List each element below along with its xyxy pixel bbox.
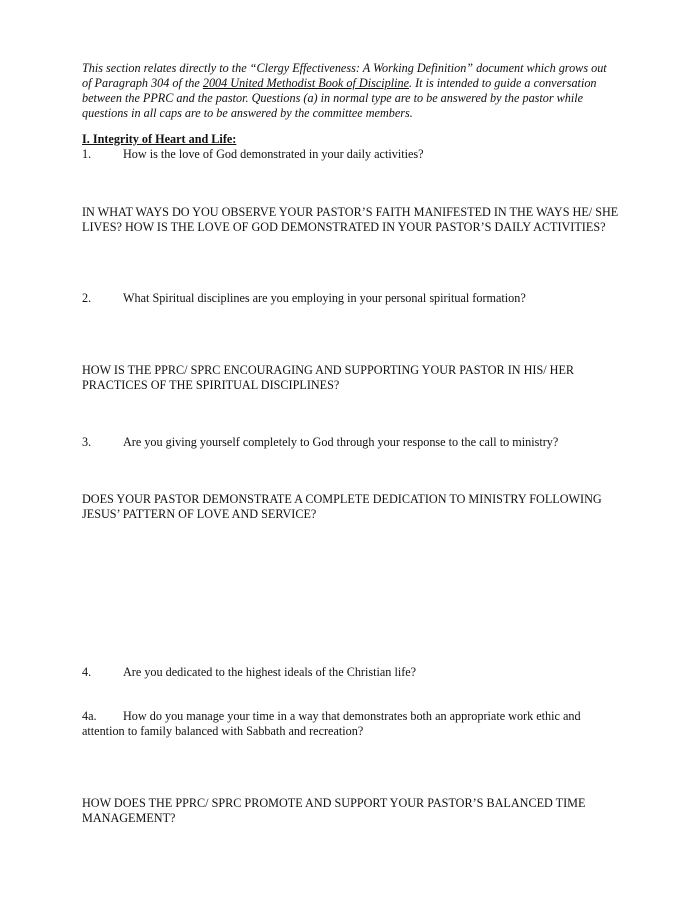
question-number: 2. <box>82 291 92 305</box>
question-number: 3. <box>82 435 92 449</box>
pastor-question-2 <box>82 291 622 306</box>
question-text: What Spiritual disciplines are you employing in your personal spiritual formation? <box>123 291 526 305</box>
intro-paragraph <box>82 61 617 121</box>
pastor-question-4 <box>82 665 622 680</box>
question-number: 4a. <box>82 709 97 723</box>
book-title: 2004 United Methodist Book of Discipline <box>202 76 409 90</box>
intro-text-1: This section relates directly to the “Clergy Effectiveness: A Working Definition” document which grows out of Paragraph 304 of the <box>82 61 607 90</box>
committee-question-2: HOW IS THE PPRC/ SPRC ENCOURAGING AND SUPPORTING YOUR PASTOR IN HIS/ HER PRACTICES OF THE SPIRITUAL DISCIPLINES? <box>82 363 575 392</box>
question-text: Are you giving yourself completely to God through your response to the call to ministry? <box>123 435 559 449</box>
pastor-question-1 <box>82 147 622 162</box>
intro-text-2: . It is intended to guide a conversation between the PPRC and the pastor. Questions (a) in normal type are to be answered by the pastor while questions in all caps are to be answered by the committee members. <box>82 76 597 120</box>
question-text: How do you manage your time in a way that demonstrates both an appropriate work ethic and attention to family balanced with Sabbath and recreation? <box>82 709 581 738</box>
committee-question-4: HOW DOES THE PPRC/ SPRC PROMOTE AND SUPPORT YOUR PASTOR’S BALANCED TIME MANAGEMENT? <box>82 796 586 825</box>
section-heading: I. Integrity of Heart and Life: <box>82 132 237 146</box>
pastor-question-4a <box>82 709 622 739</box>
question-text: Are you dedicated to the highest ideals of the Christian life? <box>123 665 417 679</box>
committee-question-3: DOES YOUR PASTOR DEMONSTRATE A COMPLETE DEDICATION TO MINISTRY FOLLOWING JESUS’ PATTERN OF LOVE AND SERVICE? <box>82 492 602 521</box>
pastor-question-3 <box>82 435 622 450</box>
question-number: 1. <box>82 147 92 161</box>
question-text: How is the love of God demonstrated in your daily activities? <box>123 147 424 161</box>
question-number: 4. <box>82 665 92 679</box>
committee-question-1: IN WHAT WAYS DO YOU OBSERVE YOUR PASTOR’S FAITH MANIFESTED IN THE WAYS HE/ SHE LIVES? HOW IS THE LOVE OF GOD DEMONSTRATED IN YOUR PASTOR’S DAILY ACTIVITIES? <box>82 205 619 234</box>
